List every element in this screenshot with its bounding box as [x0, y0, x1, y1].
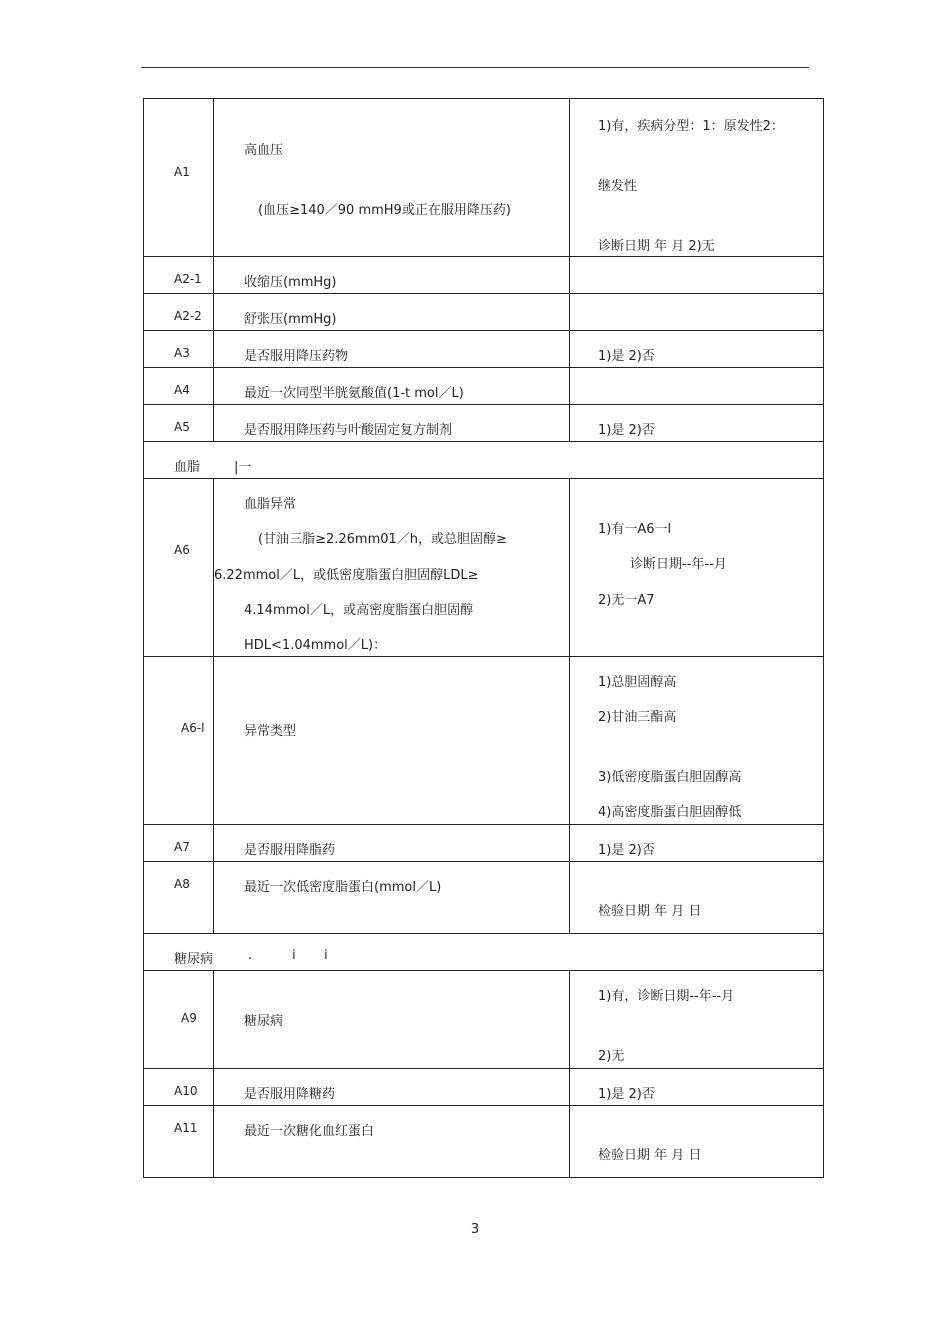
answer-line: 2)无一A7 [598, 593, 655, 608]
answer-line: 诊断日期--年--月 [630, 557, 727, 572]
section-mark: |一 [234, 460, 252, 475]
answer-options: 检验日期 年 月 日 [598, 904, 702, 919]
question-label: 最近一次同型半胱氨酸值(1-t mol／L) [244, 386, 464, 401]
answer-line: 1)有，诊断日期--年--月 [598, 989, 735, 1004]
row-code: A1 [174, 165, 190, 179]
question-criteria: HDL<1.04mmol／L)： [244, 638, 387, 653]
table-row-a8 [144, 862, 824, 934]
code-cell [144, 99, 214, 257]
table-row-a4 [144, 368, 824, 405]
answer-options: 1)是 2)否 [598, 349, 655, 364]
question-label: 最近一次低密度脂蛋白(mmol／L) [244, 880, 442, 895]
question-cell [214, 99, 570, 257]
question-criteria: (血压≥140／90 mmH9或正在服用降压药) [258, 203, 511, 218]
section-row-lipid [144, 442, 824, 479]
question-label: 血脂异常 [244, 497, 297, 512]
answer-line: 1)有，疾病分型：1：原发性2： [598, 119, 784, 134]
answer-line: 诊断日期 年 月 2)无 [598, 239, 715, 254]
answer-cell [570, 99, 824, 257]
answer-line: 1)有一A6一l [598, 522, 672, 537]
section-row-diabetes [144, 934, 824, 971]
question-label: 舒张压(mmHg) [244, 312, 337, 327]
question-criteria: 6.22mmol／L，或低密度脂蛋白胆固醇LDL≥ [214, 568, 479, 583]
section-mark: i [324, 948, 328, 963]
answer-cell [570, 479, 824, 657]
row-code: A6-l [181, 721, 205, 735]
answer-cell [570, 368, 824, 405]
table-row-a11 [144, 1106, 824, 1178]
row-code: A6 [174, 543, 190, 557]
answer-cell [570, 971, 824, 1069]
row-code: A2-2 [174, 309, 202, 323]
table-row-a3 [144, 331, 824, 368]
table-row-a2-1 [144, 257, 824, 294]
question-label: 是否服用降糖药 [244, 1087, 336, 1102]
health-survey-table [143, 98, 824, 1178]
section-mark: . [248, 948, 253, 963]
answer-options: 检验日期 年 月 日 [598, 1148, 702, 1163]
answer-options: 1)是 2)否 [598, 423, 655, 438]
question-label: 是否服用降压药与叶酸固定复方制剂 [244, 423, 453, 438]
page-number: 3 [470, 1222, 480, 1237]
question-label: 糖尿病 [244, 1014, 284, 1029]
section-label: 血脂 [174, 460, 201, 475]
question-label: 收缩压(mmHg) [244, 275, 337, 290]
row-code: A3 [174, 346, 190, 360]
answer-line: 2)无 [598, 1049, 625, 1064]
table-row-a10 [144, 1069, 824, 1106]
question-label: 最近一次糖化血红蛋白 [244, 1124, 375, 1139]
answer-option: 3)低密度脂蛋白胆固醇高 [598, 770, 742, 785]
table-row-a2-2 [144, 294, 824, 331]
answer-cell [570, 294, 824, 331]
table-row-a1 [144, 99, 824, 257]
section-label: 糖尿病 [174, 952, 214, 967]
row-code: A5 [174, 420, 190, 434]
table-row-a5 [144, 405, 824, 442]
table-row-a6-1 [144, 657, 824, 825]
row-code: A10 [174, 1084, 198, 1098]
question-label: 异常类型 [244, 724, 297, 739]
table-row-a6 [144, 479, 824, 657]
answer-options: 1)是 2)否 [598, 1087, 655, 1102]
answer-option: 2)甘油三酯高 [598, 710, 677, 725]
answer-line: 继发性 [598, 179, 638, 194]
table-row-a9 [144, 971, 824, 1069]
question-label: 是否服用降脂药 [244, 843, 336, 858]
header-rule [141, 67, 809, 68]
row-code: A2-1 [174, 272, 202, 286]
question-cell [214, 479, 570, 657]
row-code: A4 [174, 383, 190, 397]
answer-option: 1)总胆固醇高 [598, 675, 677, 690]
answer-cell [570, 657, 824, 825]
question-label: 高血压 [244, 143, 284, 158]
answer-options: 1)是 2)否 [598, 843, 655, 858]
answer-option: 4)高密度脂蛋白胆固醇低 [598, 805, 742, 820]
row-code: A11 [174, 1121, 198, 1135]
answer-cell [570, 257, 824, 294]
question-criteria: (甘油三脂≥2.26mm01／h，或总胆固醇≥ [258, 532, 507, 547]
table-row-a7 [144, 825, 824, 862]
question-criteria: 4.14mmol／L，或高密度脂蛋白胆固醇 [244, 603, 474, 618]
section-mark: i [292, 948, 296, 963]
row-code: A9 [181, 1011, 197, 1025]
question-label: 是否服用降压药物 [244, 349, 349, 364]
row-code: A7 [174, 840, 190, 854]
row-code: A8 [174, 877, 190, 891]
